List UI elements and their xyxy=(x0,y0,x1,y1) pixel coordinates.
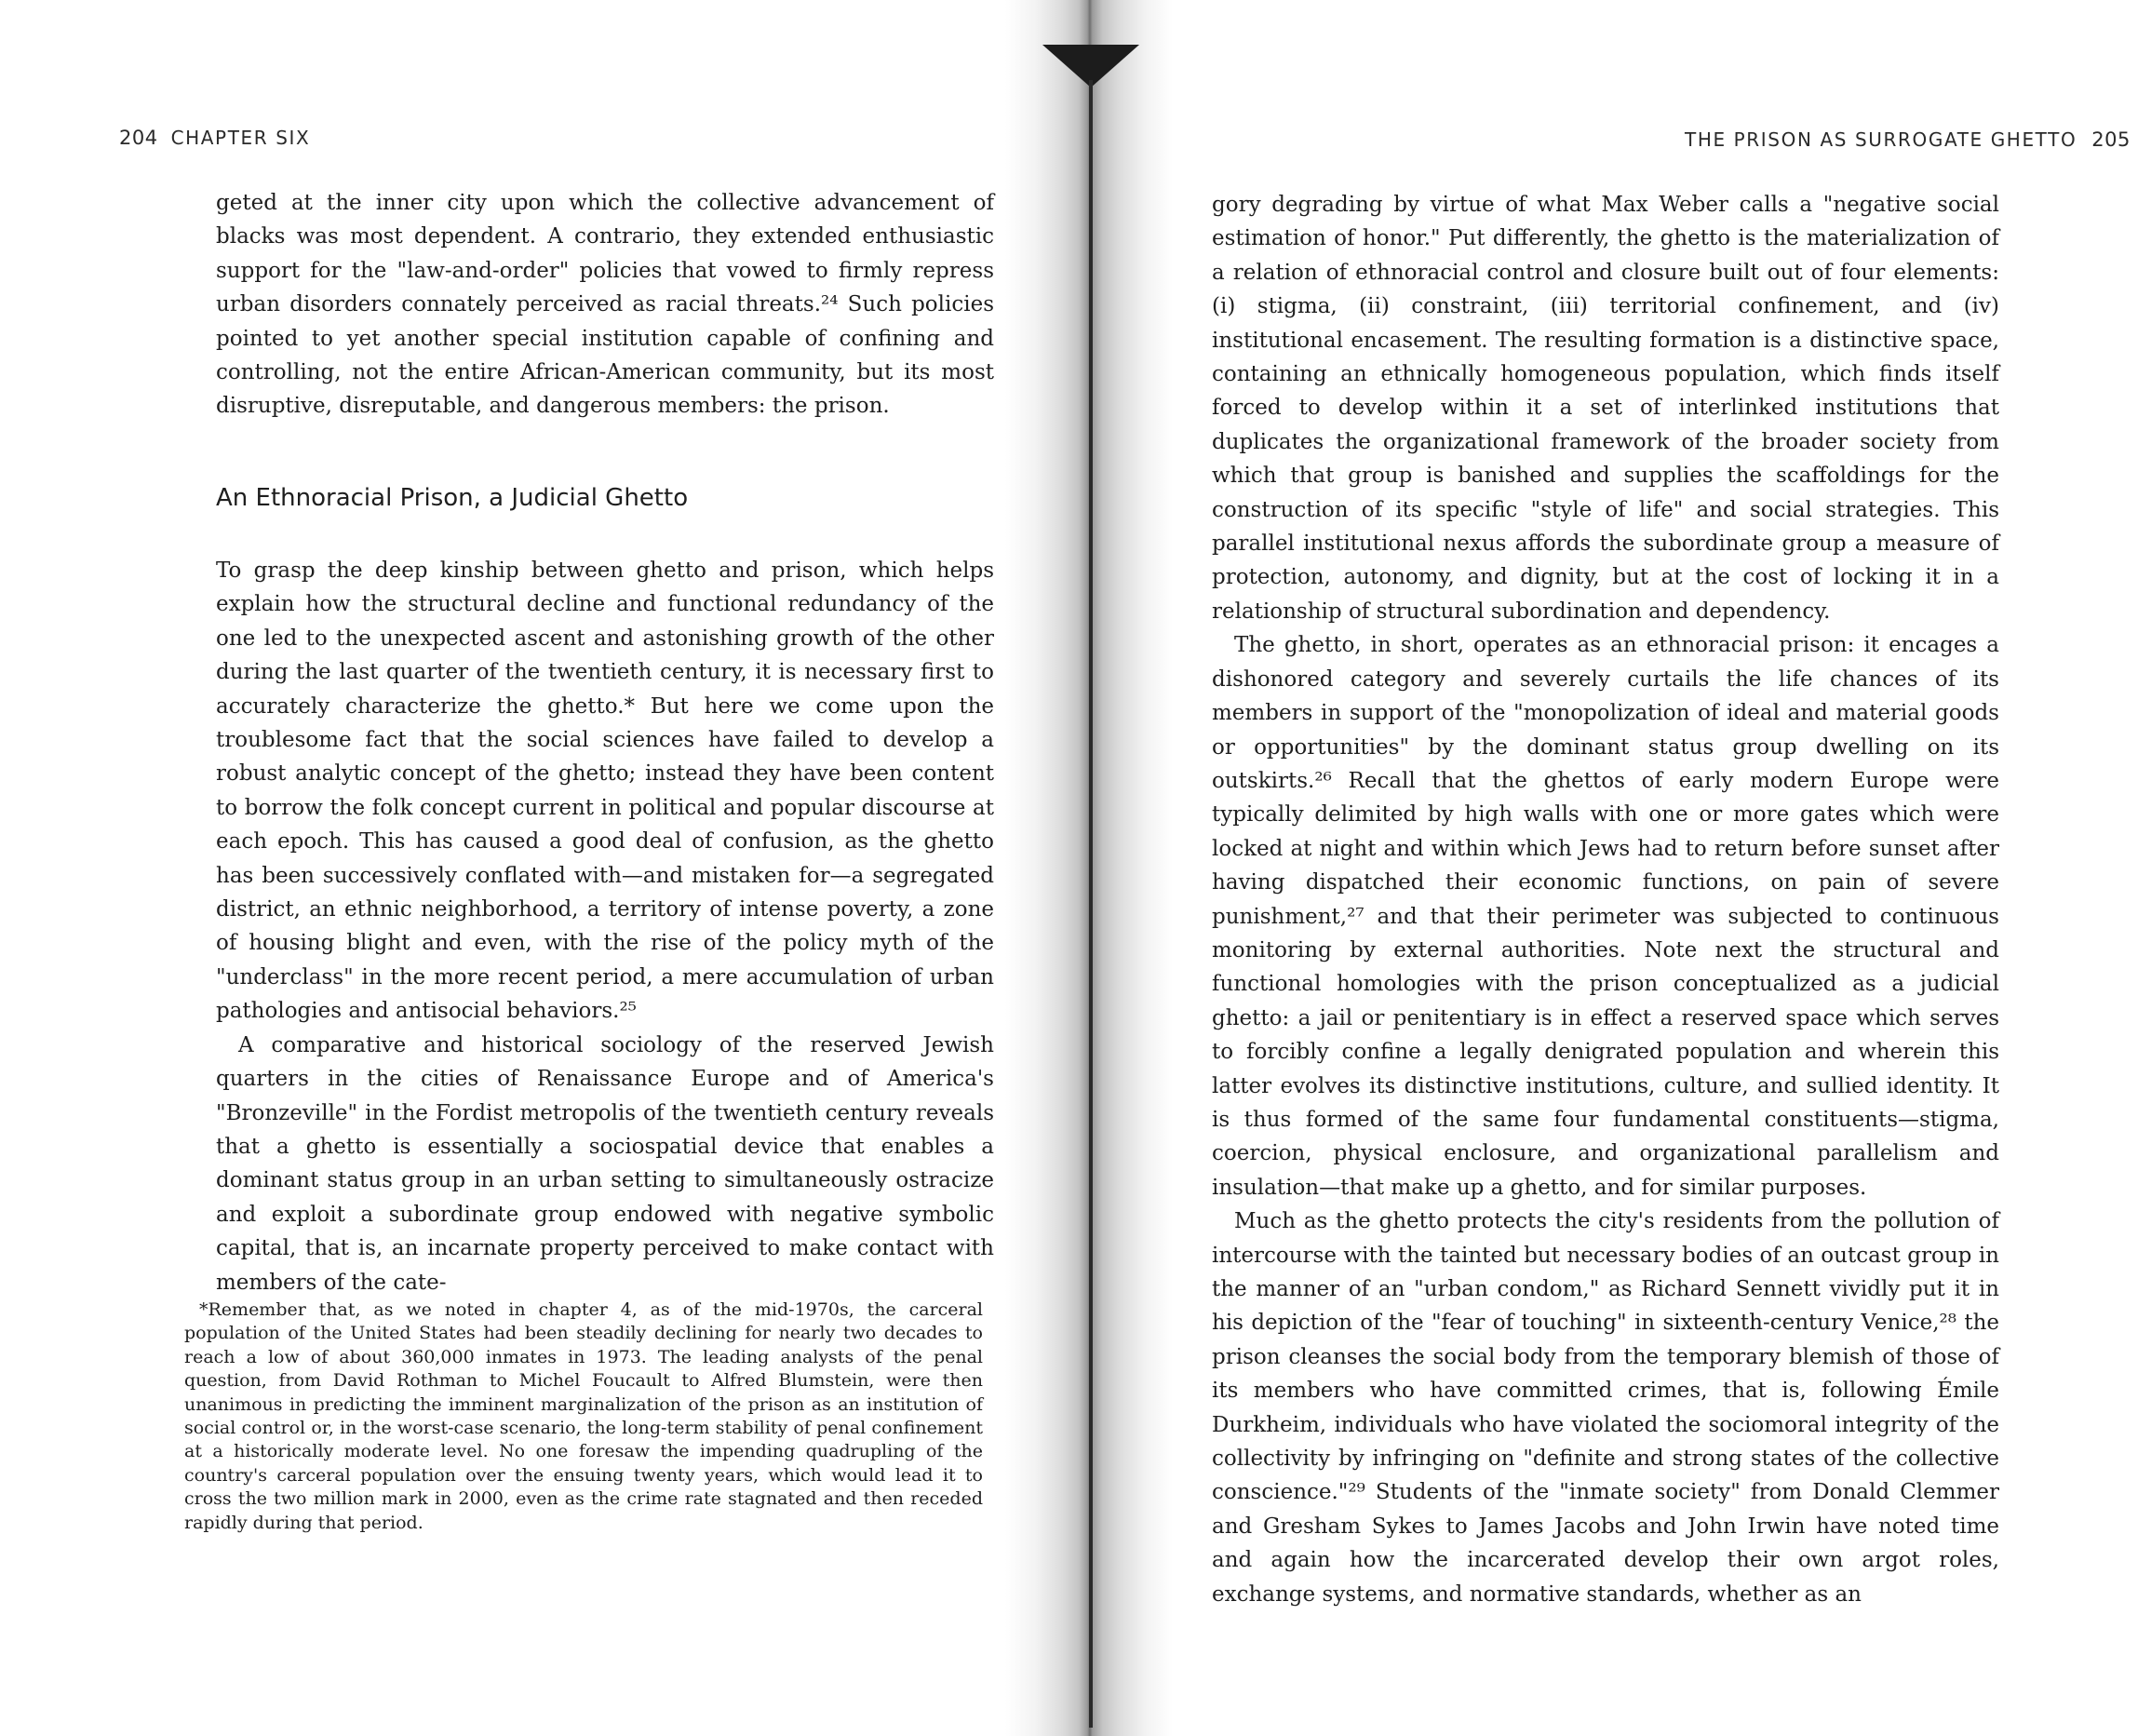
left-page-number: 204 xyxy=(119,127,158,149)
left-section-paragraph-1: To grasp the deep kinship between ghetto and prison, which helps explain how the structural decline and functional redundancy of the one led to the unexpected ascent and astonishing growth of the other during the last quarter of the twentieth century, it is necessary first to accurately characterize the ghetto.* But here we come upon the troublesome fact that the social sciences have failed to develop a robust analytic concept of the ghetto; instead they have been content to borrow the folk concept current in political and popular discourse at each epoch. This has caused a good deal of confusion, as the ghetto has been successively conflated with—and mistaken for—a segregated district, an ethnic neighborhood, a territory of intense poverty, a zone of housing blight and even, with the rise of the policy myth of the "underclass" in the more recent period, a mere accumulation of urban pathologies and antisocial behaviors.²⁵ xyxy=(216,558,994,1024)
right-paragraph-2: The ghetto, in short, operates as an ethnoracial prison: it encages a dishonored category and severely curtails the life chances of its members in support of the "monopolization of ideal and material goods or opportunities" by the dominant status group dwelling on its outskirts.²⁶ Recall that the ghettos of early modern Europe were typically delimited by high walls with one or more gates which were locked at night and within which Jews had to return before sunset after having dispatched their economic functions, on pain of severe punishment,²⁷ and that their perimeter was subjected to continuous monitoring by external authorities. Note next the structural and functional homologies with the prison conceptualized as a judicial ghetto: a jail or penitentiary is in effect a reserved space which serves to forcibly confine a legally denigrated population and wherein this latter evolves its distinctive institutions, culture, and sullied identity. It is thus formed of the same four fundamental constituents—stigma, coercion, physical enclosure, and organizational parallelism and insulation—that make up a ghetto, and for similar purposes. xyxy=(1212,633,1999,1200)
left-running-head xyxy=(119,127,310,149)
right-text-block xyxy=(1212,188,1999,1611)
left-section-block xyxy=(216,554,994,1299)
left-opening-paragraph: geted at the inner city upon which the collective advancement of blacks was most dependent. A contrario, they extended enthusiastic support for the "law-and-order" policies that vowed to firmly repress urban disorders connately perceived as racial threats.²⁴ Such policies pointed to yet another special institution capable of confining and controlling, not the entire African-American community, but its most disruptive, disreputable, and dangerous members: the prison. xyxy=(216,191,994,419)
right-paragraph-3: Much as the ghetto protects the city's residents from the pollution of intercourse with the tainted but necessary bodies of an outcast group in the manner of an "urban condom," as Richard Sennett vividly put it in his depiction of the "fear of touching" in sixteenth-century Venice,²⁸ the prison cleanses the social body from the temporary blemish of those of its members who have committed crimes, that is, following Émile Durkheim, individuals who have violated the sociomoral integrity of the collectivity by infringing on "definite and strong states of the collective conscience."²⁹ Students of the "inmate society" from Donald Clemmer and Gresham Sykes to James Jacobs and John Irwin have noted time and again how the incarcerated develop their own argot roles, exchange systems, and normative standards, whether as an xyxy=(1212,1209,1999,1607)
footnote: *Remember that, as we noted in chapter 4, as of the mid-1970s, the carceral population of the United States had been steadily declining for nearly two decades to reach a low of about 360,000 inmates in 1973. The leading analysts of the penal question, from David Rothman to Michel Foucault to Alfred Blumstein, were then unanimous in predicting the imminent marginalization of the prison as an institution of social control or, in the worst-case scenario, the long-term stability of penal confinement at a historically moderate level. No one foresaw the impending quadrupling of the country's carceral population over the ensuing twenty years, which would lead it to cross the two million mark in 2000, even as the crime rate stagnated and then receded rapidly during that period. xyxy=(184,1299,983,1533)
left-chapter-title: CHAPTER SIX xyxy=(170,127,311,149)
spine-line xyxy=(1089,80,1093,1728)
left-opening-block xyxy=(216,186,994,424)
right-chapter-title: THE PRISON AS SURROGATE GHETTO xyxy=(1685,128,2077,151)
left-section-paragraph-2: A comparative and historical sociology of the reserved Jewish quarters in the cities of Renaissance Europe and of America's "Bronzeville" in the Fordist metropolis of the twentieth century reveals that a ghetto is essentially a sociospatial device that enables a dominant status group in an urban setting to simultaneously ostracize and exploit a subordinate group endowed with negative symbolic capital, that is, an incarnate property perceived to make contact with members of the cate- xyxy=(216,1032,994,1295)
section-heading: An Ethnoracial Prison, a Judicial Ghetto xyxy=(216,484,689,512)
right-paragraph-1: gory degrading by virtue of what Max Weber calls a "negative social estimation of honor." Put differently, the ghetto is the materialization of a relation of ethnoracial control and closure built out of four elements: (i) stigma, (ii) constraint, (iii) territorial confinement, and (iv) institutional encasement. The resulting formation is a distinctive space, containing an ethnically homogeneous population, which finds itself forced to develop within it a set of interlinked institutions that duplicates the organizational framework of the broader society from which that group is banished and supplies the scaffoldings for the construction of its specific "style of life" and social strategies. This parallel institutional nexus affords the subordinate group a measure of protection, autonomy, and dignity, but at the cost of locking it in a relationship of structural subordination and dependency. xyxy=(1212,193,1999,624)
right-running-head xyxy=(1685,128,2131,151)
right-page-number: 205 xyxy=(2091,128,2131,151)
